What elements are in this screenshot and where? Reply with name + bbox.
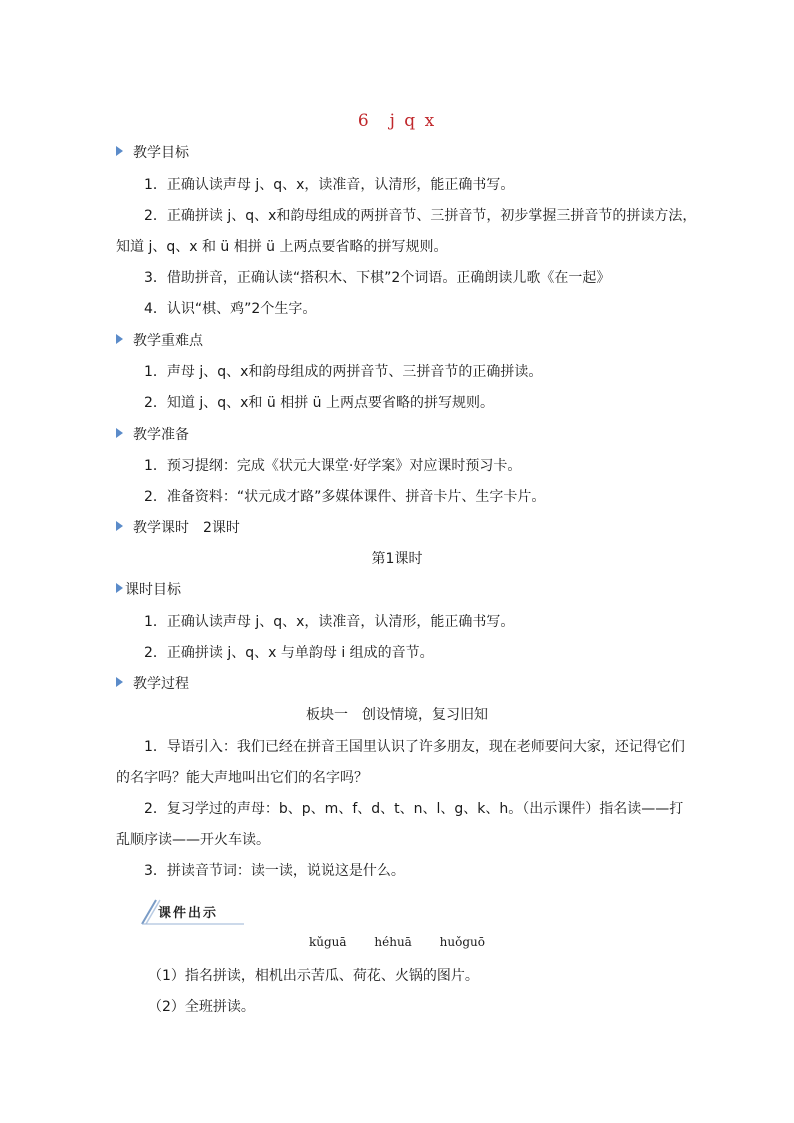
heading-process: 教学过程 [116, 674, 688, 694]
heading-lesson-goals: 课时目标 [116, 580, 688, 600]
process-line: 乱顺序读——开火车读。 [116, 832, 270, 848]
arrow-icon [116, 334, 123, 344]
arrow-icon [116, 677, 123, 687]
courseware-banner [140, 896, 250, 926]
block-title: 板块一 创设情境，复习旧知 [306, 707, 488, 723]
process-line: 1．导语引入：我们已经在拼音王国里认识了许多朋友，现在老师要问大家，还记得它们 [144, 739, 685, 755]
objective-line: 3．借助拼音，正确认读“搭积木、下棋”2个词语。正确朗读儿歌《在一起》 [144, 270, 611, 286]
process-line: 2．复习学过的声母：b、p、m、f、d、t、n、l、g、k、h。（出示课件）指名读——打 [144, 801, 684, 817]
process-line: 的名字吗？能大声地叫出它们的名字吗？ [116, 770, 368, 786]
pinyin-word: héhuā [374, 935, 412, 949]
key-point-line: 2．知道 j、q、x和 ü 相拼 ü 上两点要省略的拼写规则。 [144, 395, 494, 411]
lesson-title: 6 j q x [357, 111, 437, 131]
arrow-icon [116, 583, 123, 593]
objective-line: 1．正确认读声母 j、q、x，读准音，认清形，能正确书写。 [144, 177, 515, 193]
heading-preparation: 教学准备 [116, 425, 688, 445]
process-line: 3．拼读音节词：读一读，说说这是什么。 [144, 863, 405, 879]
arrow-icon [116, 521, 123, 531]
prep-line: 2．准备资料：“状元成才路”多媒体课件、拼音卡片、生字卡片。 [144, 489, 546, 505]
prep-line: 1．预习提纲：完成《状元大课堂·好学案》对应课时预习卡。 [144, 458, 522, 474]
activity-line: （2）全班拼读。 [148, 999, 255, 1015]
key-point-line: 1．声母 j、q、x和韵母组成的两拼音节、三拼音节的正确拼读。 [144, 364, 543, 380]
arrow-icon [116, 146, 123, 156]
heading-objectives: 教学目标 [116, 143, 688, 163]
lesson-goal-line: 1．正确认读声母 j、q、x，读准音，认清形，能正确书写。 [144, 614, 515, 630]
courseware-label: 课件出示 [158, 906, 219, 921]
heading-key-points: 教学重难点 [116, 331, 688, 351]
heading-hours: 教学课时 2课时 [116, 518, 688, 538]
objective-line: 4．认识“棋、鸡”2个生字。 [144, 301, 317, 317]
lesson-goal-line: 2．正确拼读 j、q、x 与单韵母 i 组成的音节。 [144, 645, 434, 661]
pinyin-word: kǔguā [308, 935, 347, 949]
pinyin-word: huǒguō [439, 935, 485, 949]
lesson-title-1: 第1课时 [371, 551, 423, 567]
activity-line: （1）指名拼读，相机出示苦瓜、荷花、火锅的图片。 [148, 968, 479, 984]
pinyin-words [0, 935, 794, 949]
objective-line: 知道 j、q、x 和 ü 相拼 ü 上两点要省略的拼写规则。 [116, 239, 448, 255]
arrow-icon [116, 428, 123, 438]
objective-line: 2．正确拼读 j、q、x和韵母组成的两拼音节、三拼音节，初步掌握三拼音节的拼读方法， [144, 208, 697, 224]
